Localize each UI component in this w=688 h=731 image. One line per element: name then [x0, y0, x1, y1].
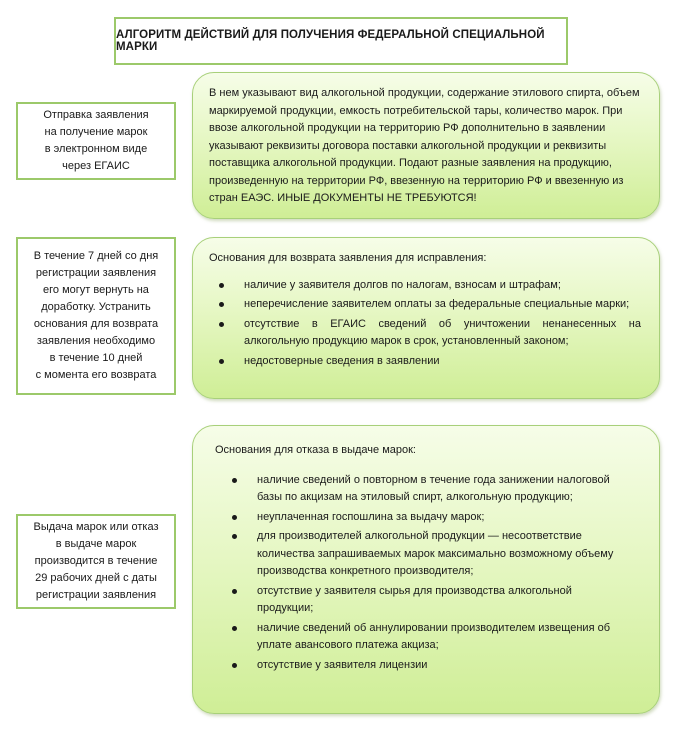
list-item: недостоверные сведения в заявлении — [244, 353, 641, 371]
return-reasons-heading: Основания для возврата заявления для исправления: — [209, 252, 487, 264]
list-item: отсутствие в ЕГАИС сведений об уничтожении ненанесенных на алкогольную продукцию марок в срок, установленный законом; — [244, 316, 641, 351]
return-reasons-list — [209, 277, 641, 371]
info-box-application-details — [192, 72, 660, 219]
bullet-icon — [219, 322, 224, 327]
list-item: неуплаченная госпошлина за выдачу марок; — [257, 509, 619, 527]
step-box-return: В течение 7 дней со дня регистрации заявления его могут вернуть на доработку. Устранить основания для возврата заявления необходимо в течение 10 дней с момента его возврата — [16, 237, 176, 395]
step-box-application: Отправка заявления на получение марок в электронном виде через ЕГАИС — [16, 102, 176, 180]
bullet-icon — [219, 302, 224, 307]
info-box-return-reasons — [192, 237, 660, 399]
list-item: наличие сведений о повторном в течение года занижении налоговой базы по акцизам на этиловый спирт, алкогольную продукцию; — [257, 472, 619, 507]
list-item: отсутствие у заявителя лицензии — [257, 657, 619, 675]
application-details-text: В нем указывают вид алкогольной продукции, содержание этилового спирта, объем маркируемой продукции, емкость потребительской тары, количество марок. При ввозе алкогольной продукции на территорию РФ дополнительно в заявлении указывают реквизиты договора поставки алкогольной продукции и реквизиты поставщика алкогольной продукции. Подают разные заявления на продукцию, произведенную на территории РФ, ввезенную на территорию РФ и ввезенную из стран ЕАЭС. ИНЫЕ ДОКУМЕНТЫ НЕ ТРЕБУЮТСЯ! — [209, 87, 640, 204]
list-item: неперечисление заявителем оплаты за федеральные специальные марки; — [244, 296, 641, 314]
bullet-icon — [232, 515, 237, 520]
bullet-icon — [219, 283, 224, 288]
bullet-icon — [219, 359, 224, 364]
bullet-icon — [232, 589, 237, 594]
list-item: наличие у заявителя долгов по налогам, взносам и штрафам; — [244, 277, 641, 295]
refusal-reasons-list — [215, 472, 629, 675]
list-item: отсутствие у заявителя сырья для производства алкогольной продукции; — [257, 583, 619, 618]
page-title: АЛГОРИТМ ДЕЙСТВИЙ ДЛЯ ПОЛУЧЕНИЯ ФЕДЕРАЛЬНОЙ СПЕЦИАЛЬНОЙ МАРКИ — [114, 17, 568, 65]
bullet-icon — [232, 663, 237, 668]
list-item: наличие сведений об аннулировании производителем извещения об уплате авансового платежа акциза; — [257, 620, 619, 655]
list-item: для производителей алкогольной продукции — несоответствие количества запрашиваемых марок максимально возможному объему производства конкретного производителя; — [257, 528, 619, 581]
bullet-icon — [232, 626, 237, 631]
step-box-issuance: Выдача марок или отказ в выдаче марок производится в течение 29 рабочих дней с даты регистрации заявления — [16, 514, 176, 609]
bullet-icon — [232, 478, 237, 483]
refusal-reasons-heading: Основания для отказа в выдаче марок: — [215, 444, 416, 456]
bullet-icon — [232, 534, 237, 539]
info-box-refusal-reasons — [192, 425, 660, 714]
